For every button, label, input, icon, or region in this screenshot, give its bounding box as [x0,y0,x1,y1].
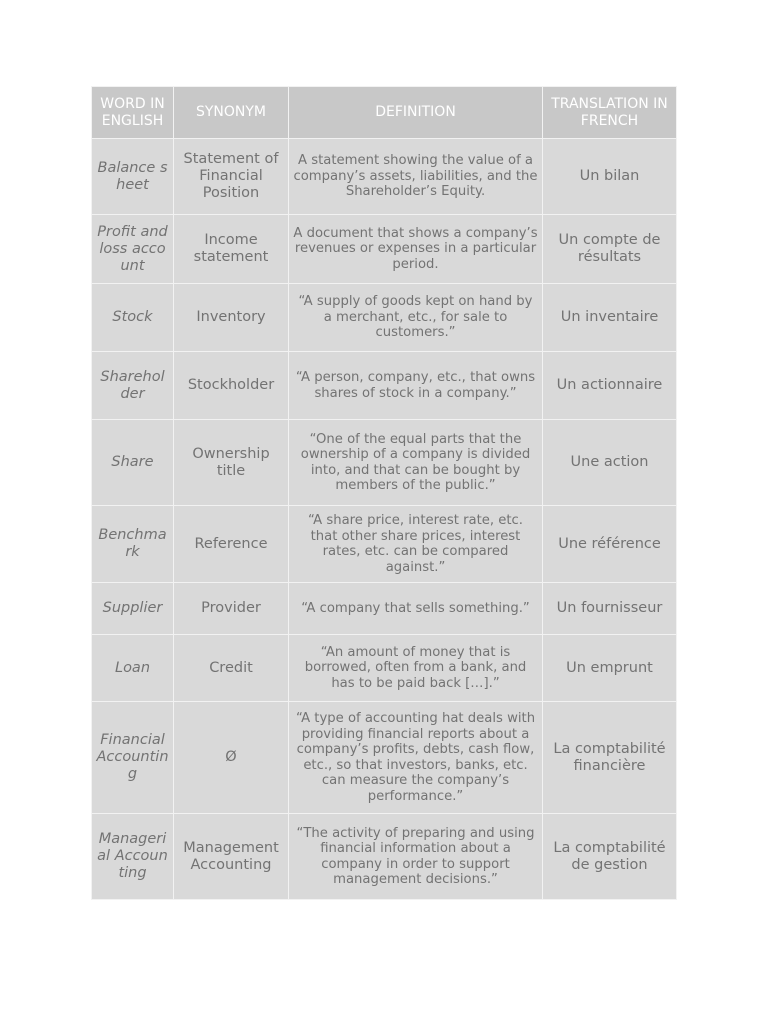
cell-word: Profit and loss account [92,215,174,284]
table-row [92,702,677,814]
cell-definition: “A person, company, etc., that owns shares of stock in a company.” [289,352,543,420]
cell-definition: “An amount of money that is borrowed, often from a bank, and has to be paid back […].” [289,635,543,702]
cell-word: Managerial Accounting [92,814,174,900]
cell-word: Share [92,420,174,506]
cell-synonym: Ø [174,702,289,814]
cell-french: Un inventaire [543,284,677,352]
cell-word: Shareholder [92,352,174,420]
cell-french: Un emprunt [543,635,677,702]
cell-definition: “A company that sells something.” [289,583,543,635]
table-row [92,352,677,420]
cell-synonym: Management Accounting [174,814,289,900]
cell-word: Loan [92,635,174,702]
header-word-in-english: WORD IN ENGLISH [92,87,174,139]
cell-synonym: Provider [174,583,289,635]
cell-definition: “One of the equal parts that the ownership of a company is divided into, and that can be bought by members of the public.” [289,420,543,506]
cell-synonym: Reference [174,506,289,583]
cell-french: Un fournisseur [543,583,677,635]
cell-synonym: Ownership title [174,420,289,506]
cell-french: Une action [543,420,677,506]
table-row [92,284,677,352]
header-synonym: SYNONYM [174,87,289,139]
cell-definition: “A type of accounting hat deals with providing financial reports about a company’s profits, debts, cash flow, etc., so that investors, banks, etc. can measure the company’s performance.” [289,702,543,814]
cell-french: La comptabilité financière [543,702,677,814]
table-row [92,506,677,583]
cell-word: Balance sheet [92,139,174,215]
table-row [92,635,677,702]
table-row [92,215,677,284]
cell-french: La comptabilité de gestion [543,814,677,900]
table-header-row [92,87,677,139]
cell-synonym: Statement of Financial Position [174,139,289,215]
table-row [92,583,677,635]
cell-word: Supplier [92,583,174,635]
cell-word: Benchmark [92,506,174,583]
glossary-table [91,86,677,900]
cell-definition: “The activity of preparing and using financial information about a company in order to support management decisions.” [289,814,543,900]
cell-french: Un actionnaire [543,352,677,420]
cell-word: Stock [92,284,174,352]
cell-word: Financial Accounting [92,702,174,814]
cell-synonym: Income statement [174,215,289,284]
cell-definition: “A share price, interest rate, etc. that other share prices, interest rates, etc. can be compared against.” [289,506,543,583]
cell-french: Une référence [543,506,677,583]
cell-synonym: Credit [174,635,289,702]
table-row [92,139,677,215]
cell-definition: A document that shows a company’s revenues or expenses in a particular period. [289,215,543,284]
document-page [91,86,676,900]
table-row [92,814,677,900]
cell-synonym: Inventory [174,284,289,352]
cell-definition: “A supply of goods kept on hand by a merchant, etc., for sale to customers.” [289,284,543,352]
cell-synonym: Stockholder [174,352,289,420]
cell-french: Un bilan [543,139,677,215]
cell-french: Un compte de résultats [543,215,677,284]
header-translation-in-french: TRANSLATION IN FRENCH [543,87,677,139]
header-definition: DEFINITION [289,87,543,139]
table-row [92,420,677,506]
cell-definition: A statement showing the value of a company’s assets, liabilities, and the Shareholder’s Equity. [289,139,543,215]
